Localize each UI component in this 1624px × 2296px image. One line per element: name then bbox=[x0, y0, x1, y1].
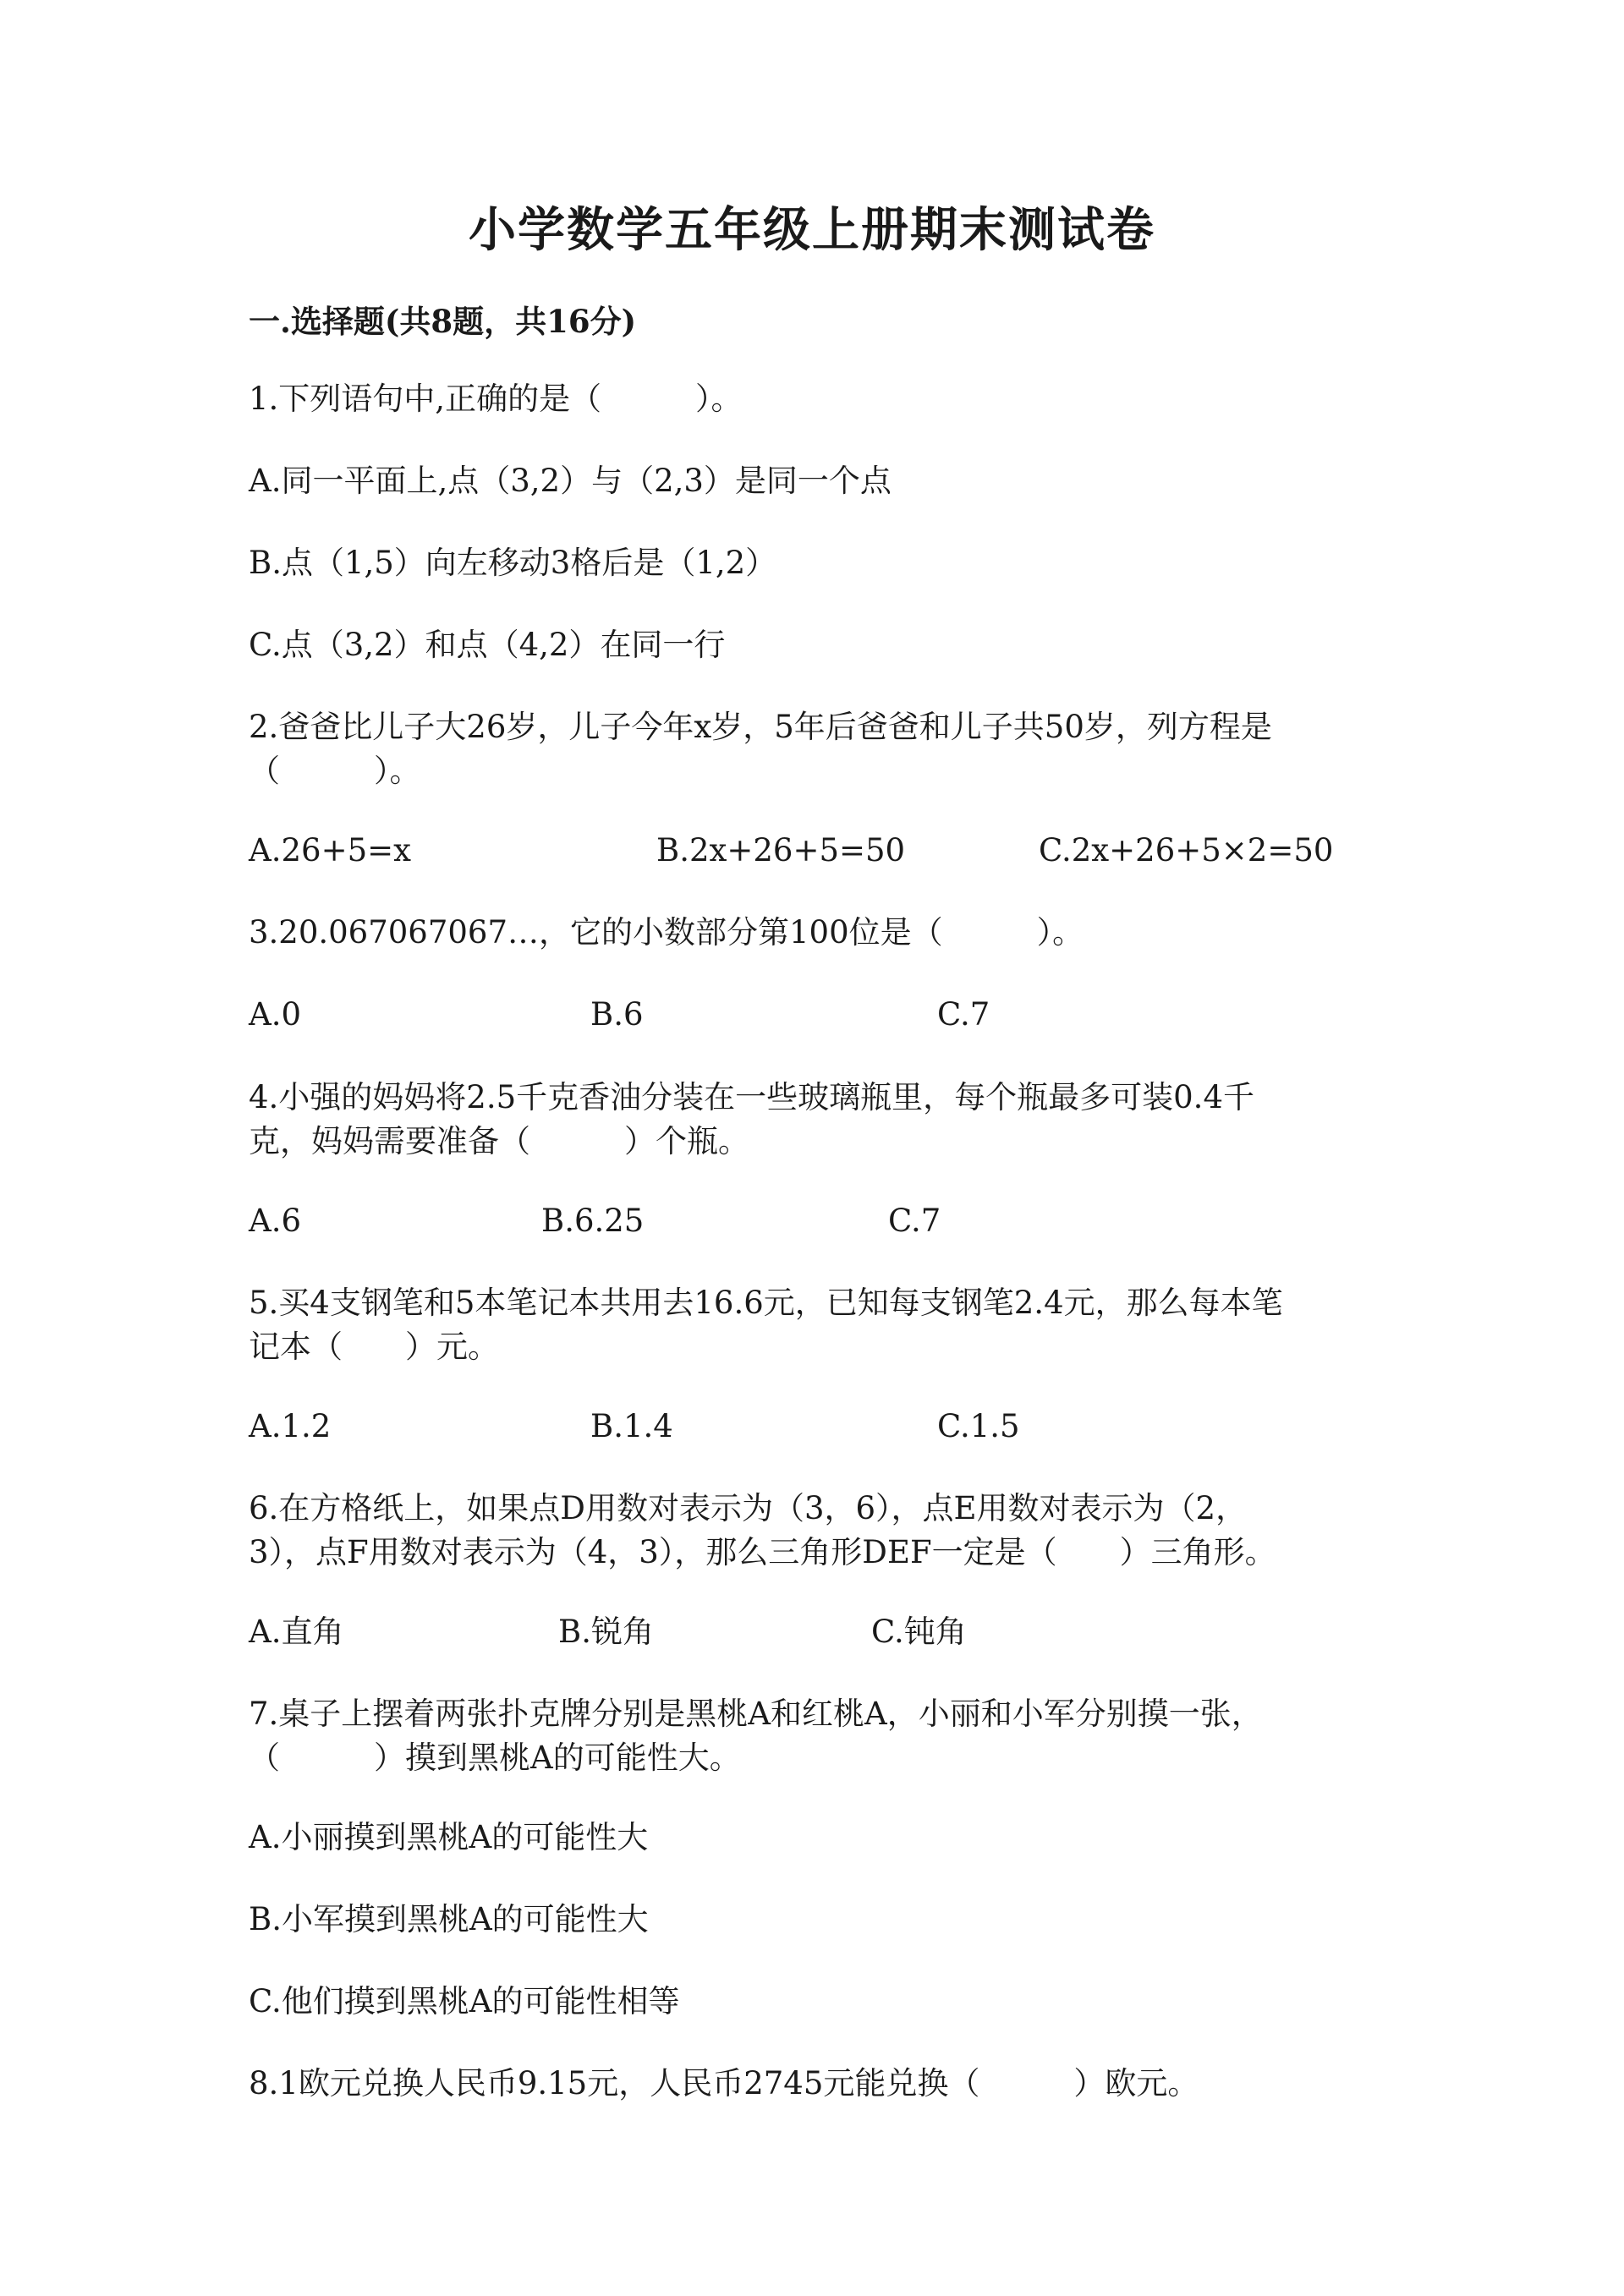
question-6-text-line-2: 3），点F用数对表示为（4，3），那么三角形DEF一定是（ ）三角形。 bbox=[249, 1534, 1276, 1570]
question-3-text: 3.20.067067067…，它的小数部分第100位是（ ）。 bbox=[249, 914, 1084, 951]
question-6-option-c: C.钝角 bbox=[871, 1614, 967, 1650]
question-2-option-b: B.2x+26+5=50 bbox=[656, 832, 906, 869]
page-title: 小学数学五年级上册期末测试卷 bbox=[469, 202, 1155, 258]
question-1-option-b: B.点（1,5）向左移动3格后是（1,2） bbox=[249, 545, 777, 581]
question-2-option-c: C.2x+26+5×2=50 bbox=[1039, 832, 1334, 869]
question-5-text-line-2: 记本（ ）元。 bbox=[249, 1329, 499, 1365]
question-1-text: 1.下列语句中,正确的是（ ）。 bbox=[249, 381, 743, 417]
question-1-option-c: C.点（3,2）和点（4,2）在同一行 bbox=[249, 627, 726, 663]
section-heading: 一.选择题(共8题，共16分) bbox=[249, 303, 637, 340]
question-7-option-b: B.小军摸到黑桃A的可能性大 bbox=[249, 1901, 649, 1937]
question-4-option-b: B.6.25 bbox=[541, 1203, 645, 1239]
question-2-text-line-2: （ ）。 bbox=[249, 753, 421, 789]
question-7-option-a: A.小丽摸到黑桃A的可能性大 bbox=[249, 1819, 649, 1855]
question-5-option-b: B.1.4 bbox=[590, 1408, 673, 1444]
question-6-option-a: A.直角 bbox=[249, 1614, 344, 1650]
question-5-text-line-1: 5.买4支钢笔和5本笔记本共用去16.6元，已知每支钢笔2.4元，那么每本笔 bbox=[249, 1285, 1283, 1321]
question-8-text: 8.1欧元兑换人民币9.15元，人民币2745元能兑换（ ）欧元。 bbox=[249, 2065, 1199, 2101]
question-2-option-a: A.26+5=x bbox=[249, 832, 411, 869]
question-5-option-a: A.1.2 bbox=[249, 1408, 332, 1444]
question-4-text-line-1: 4.小强的妈妈将2.5千克香油分装在一些玻璃瓶里，每个瓶最多可装0.4千 bbox=[249, 1079, 1254, 1115]
question-3-option-c: C.7 bbox=[937, 996, 990, 1033]
question-1-option-a: A.同一平面上,点（3,2）与（2,3）是同一个点 bbox=[249, 463, 892, 499]
question-6-text-line-1: 6.在方格纸上，如果点D用数对表示为（3，6），点E用数对表示为（2， bbox=[249, 1490, 1248, 1526]
question-5-option-c: C.1.5 bbox=[937, 1408, 1020, 1444]
question-2-text-line-1: 2.爸爸比儿子大26岁，儿子今年x岁，5年后爸爸和儿子共50岁，列方程是 bbox=[249, 709, 1272, 745]
question-4-option-c: C.7 bbox=[888, 1203, 941, 1239]
question-7-option-c: C.他们摸到黑桃A的可能性相等 bbox=[249, 1983, 680, 2019]
question-3-option-b: B.6 bbox=[590, 996, 644, 1033]
question-7-text-line-1: 7.桌子上摆着两张扑克牌分别是黑桃A和红桃A，小丽和小军分别摸一张， bbox=[249, 1696, 1263, 1732]
question-4-option-a: A.6 bbox=[249, 1203, 302, 1239]
question-6-option-b: B.锐角 bbox=[558, 1614, 654, 1650]
question-4-text-line-2: 克，妈妈需要准备（ ）个瓶。 bbox=[249, 1123, 749, 1159]
question-3-option-a: A.0 bbox=[249, 996, 302, 1033]
question-7-text-line-2: （ ）摸到黑桃A的可能性大。 bbox=[249, 1740, 741, 1776]
